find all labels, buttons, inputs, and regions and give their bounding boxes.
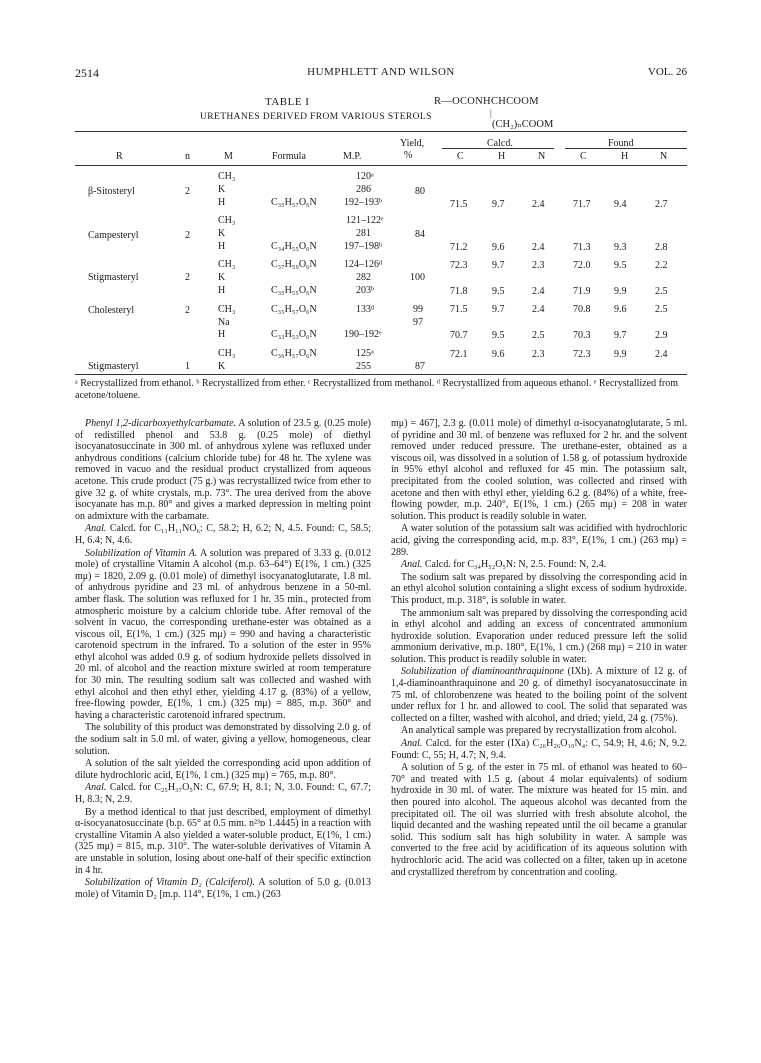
running-head-authors: HUMPHLETT AND WILSON bbox=[307, 66, 455, 78]
paragraph-text: A solution of 23.5 g. (0.25 mole) of redistilled phenol and 53.8 g. (0.25 mole) of diethyl isocyanatosuccinate in 300 ml. of anhydrous xylene was refluxed under anhydrous conditions (calcium chloride tube) for 48 hr. The xylene was removed in vacuo and the residual product crystallized from aqueous acetone. This crude product (75 g.) was recrystallized twice from ether to give 32 g. of white crystals, m.p. 73°. The urea derived from the above isocyanate has m.p. 80° and gives a marked depression in melting point on admixture with the carbamate. bbox=[75, 418, 371, 522]
header-found-n: N bbox=[660, 151, 668, 162]
cell-calcd-h: 9.7 bbox=[492, 260, 505, 271]
cell-yield: 99 bbox=[413, 304, 423, 315]
right-column bbox=[391, 418, 687, 879]
paragraph-lead: Anal. bbox=[85, 523, 107, 535]
paragraph-lead: Anal. bbox=[401, 559, 423, 571]
cell-found-n: 2.2 bbox=[655, 260, 668, 271]
paragraph bbox=[75, 758, 371, 781]
cell-m: CH₃ bbox=[218, 304, 236, 315]
table-header-rule bbox=[75, 165, 687, 166]
cell-calcd-h: 9.7 bbox=[492, 199, 505, 210]
paragraph bbox=[391, 523, 687, 558]
cell-found-n: 2.7 bbox=[655, 199, 668, 210]
paragraph-text: Calcd. for the ester (IXa) C₂₆H₂₆O₁₀N₄: C, 54.9; H, 4.6; N, 9.2. Found: C, 55; H, 4.7; N, 9.4. bbox=[391, 738, 687, 761]
cell-yield: 97 bbox=[413, 317, 423, 328]
cell-calcd-h: 9.6 bbox=[492, 349, 505, 360]
paragraph-text: A solution of 5.0 g. (0.013 mole) of Vitamin D₂ [m.p. 114°, E(1%, 1 cm.) (263 bbox=[75, 877, 371, 900]
paragraph-lead: Solubilization of diaminoanthraquinone bbox=[401, 666, 564, 678]
cell-mp: 255 bbox=[356, 361, 371, 372]
cell-mp: 286 bbox=[356, 184, 371, 195]
paragraph bbox=[75, 523, 371, 546]
paragraph-text: An analytical sample was prepared by recrystallization from alcohol. bbox=[401, 725, 677, 737]
cell-m: H bbox=[218, 329, 226, 340]
header-found-h: H bbox=[621, 151, 629, 162]
cell-m: K bbox=[218, 228, 226, 239]
paragraph bbox=[391, 572, 687, 607]
cell-found-c: 71.7 bbox=[573, 199, 591, 210]
cell-mp: 120ᵃ bbox=[356, 171, 374, 182]
cell-calcd-h: 9.5 bbox=[492, 286, 505, 297]
paragraph-text: By a method identical to that just described, employment of dimethyl α-isocyanatosuccinate (b.p. 65° at 0.5 mm. n²³ᴅ 1.4445) in a reaction with crystalline Vitamin A also yielded a water-soluble product, E(1%, 1 cm.) (325 mμ) = 815, m.p. 310°. The water-soluble derivatives of Vitamin A are unstable in solution, losing about one-half of their specific extinction in 4 hr. bbox=[75, 806, 371, 876]
cell-found-c: 72.0 bbox=[573, 260, 591, 271]
cell-r: Cholesteryl bbox=[88, 305, 135, 316]
cell-found-h: 9.6 bbox=[614, 304, 627, 315]
header-formula: Formula bbox=[272, 151, 306, 162]
cell-calcd-c: 70.7 bbox=[450, 330, 468, 341]
table-formula-line2: (CH₂)ₙCOOM bbox=[492, 119, 554, 130]
cell-m: K bbox=[218, 361, 226, 372]
calcd-span-rule bbox=[442, 148, 554, 149]
paragraph-text: Calcd. for C₂₅H₃₇O₅N: C, 67.9; H, 8.1; N, 3.0. Found: C, 67.7; H, 8.3; N, 2.9. bbox=[75, 782, 371, 805]
cell-m: H bbox=[218, 285, 226, 296]
paragraph bbox=[75, 722, 371, 757]
cell-formula: C₃₆H₅₇O₆N bbox=[271, 348, 317, 359]
cell-m: K bbox=[218, 272, 226, 283]
cell-found-n: 2.9 bbox=[655, 330, 668, 341]
paragraph bbox=[75, 877, 371, 900]
paragraph-lead: Anal. bbox=[401, 738, 423, 750]
cell-found-c: 70.3 bbox=[573, 330, 591, 341]
paragraph-text: A solution was prepared of 3.33 g. (0.012 mole) of crystalline Vitamin A alcohol (m.p. 63–64°) E(1%, 1 cm.) (325 mμ) = 1820, 2.09 g. (0.01 mole) of dimethyl isocyanatoglutarate, 1.8 ml. of anhydrous pyridine and 23 ml. of anhydrous benzene in a 50-ml. amber flask. The solution was refluxed for 1 hr. 35 min., protected from atmospheric moisture by a calcium chloride tube. After removal of the solvent in vacuo, the corresponding urethane-ester was obtained as a viscous oil, E(1%, 1 cm.) (325 mμ) = 990 and having a characteristic carotenoid spectrum in the infrared. To a solution of the ester in 95% ethyl alcohol was added 0.9 g. of sodium hydroxide pellets dissolved in 20 ml. of alcohol and the reaction mixture swirled at room temperature for 30 min. The resulting sodium salt was collected and washed with ethyl alcohol and then ethyl ether, yielding 4.17 g. (83%) of a yellow, free-flowing powder, E(1%, 1 cm.) (325 mμ) = 885, m.p. 360° and having a characteristic carotenoid infrared spectrum. bbox=[75, 547, 371, 721]
header-r: R bbox=[116, 151, 123, 162]
header-found-c: C bbox=[580, 151, 587, 162]
paragraph-lead: Phenyl 1,2-dicarboxyethylcarbamate. bbox=[85, 418, 237, 429]
cell-n: 2 bbox=[185, 186, 190, 197]
cell-calcd-h: 9.7 bbox=[492, 304, 505, 315]
cell-calcd-n: 2.5 bbox=[532, 330, 545, 341]
cell-found-n: 2.8 bbox=[655, 242, 668, 253]
cell-calcd-n: 2.4 bbox=[532, 199, 545, 210]
paragraph bbox=[75, 418, 371, 522]
cell-calcd-n: 2.4 bbox=[532, 304, 545, 315]
cell-calcd-c: 71.5 bbox=[450, 199, 468, 210]
cell-calcd-c: 72.1 bbox=[450, 349, 468, 360]
cell-calcd-c: 71.8 bbox=[450, 286, 468, 297]
header-yield-unit: % bbox=[404, 150, 413, 161]
cell-mp: 192–193ᵇ bbox=[344, 197, 383, 208]
header-calcd-h: H bbox=[498, 151, 506, 162]
cell-formula: C₃₃H₅₃O₆N bbox=[271, 329, 317, 340]
cell-r: Stigmasteryl bbox=[88, 272, 139, 283]
cell-calcd-n: 2.3 bbox=[532, 349, 545, 360]
cell-formula: C₃₅H₅₇O₆N bbox=[271, 304, 317, 315]
page-number: 2514 bbox=[75, 66, 99, 80]
paragraph-text: Calcd. for C₁₁H₁₁NO₆: C, 58.2; H, 6.2; N, 4.5. Found: C, 58.5; H, 6.4; N, 4.6. bbox=[75, 523, 371, 546]
cell-m: CH₃ bbox=[218, 259, 236, 270]
table-subtitle: URETHANES DERIVED FROM VARIOUS STEROLS bbox=[200, 112, 432, 122]
cell-mp: 133ᵈ bbox=[356, 304, 375, 315]
header-m: M bbox=[224, 151, 233, 162]
cell-yield: 80 bbox=[415, 186, 425, 197]
volume-label: VOL. 26 bbox=[647, 66, 687, 78]
paragraph bbox=[75, 548, 371, 722]
cell-found-c: 70.8 bbox=[573, 304, 591, 315]
cell-found-h: 9.3 bbox=[614, 242, 627, 253]
cell-calcd-h: 9.6 bbox=[492, 242, 505, 253]
cell-found-c: 71.3 bbox=[573, 242, 591, 253]
cell-m: H bbox=[218, 241, 226, 252]
found-span-rule bbox=[565, 148, 687, 149]
header-n: n bbox=[185, 151, 190, 162]
cell-n: 1 bbox=[185, 361, 190, 372]
left-column bbox=[75, 418, 371, 901]
cell-found-c: 71.9 bbox=[573, 286, 591, 297]
cell-found-h: 9.7 bbox=[614, 330, 627, 341]
paragraph-text: mμ) = 467], 2.3 g. (0.011 mole) of dimethyl α-isocyanatoglutarate, 5 ml. of pyridine and 30 ml. of benzene was refluxed for 2 hr. and the solvent removed under reduced pressure. The urethane-ester, obtained as a viscous oil, was dissolved in a solution of 1.58 g. of potassium hydroxide in 95% ethyl alcohol and refluxed for 45 min. The potassium salt, precipitated from the cooled solution, was collected and rinsed with acetone and then with ethyl ether, yielding 6.2 g. (84%) of a white, free-flowing powder, m.p. 240°, E(1%, 1 cm.) (265 mμ) = 208 in water solution. This product is readily soluble in water. bbox=[391, 418, 687, 522]
cell-calcd-h: 9.5 bbox=[492, 330, 505, 341]
header-mp: M.P. bbox=[343, 151, 362, 162]
table-formula-line1: R—OCONHCHCOOM bbox=[434, 96, 539, 107]
cell-calcd-c: 72.3 bbox=[450, 260, 468, 271]
cell-r: Campesteryl bbox=[88, 230, 139, 241]
cell-found-h: 9.9 bbox=[614, 286, 627, 297]
paragraph-lead: Anal. bbox=[85, 782, 107, 794]
paragraph-text: The sodium salt was prepared by dissolving the corresponding acid in an ethyl alcohol solution containing a slight excess of sodium hydroxide. This product, m.p. 318°, is soluble in water. bbox=[391, 571, 687, 606]
paragraph bbox=[391, 666, 687, 724]
cell-formula: C₃₇H₅₉O₆N bbox=[271, 259, 317, 270]
cell-m: Na bbox=[218, 317, 230, 328]
cell-mp: 281 bbox=[356, 228, 371, 239]
header-calcd-n: N bbox=[538, 151, 546, 162]
table-formula-bar: | bbox=[490, 108, 492, 118]
cell-mp: 121–122ᵉ bbox=[346, 215, 384, 226]
cell-calcd-n: 2.4 bbox=[532, 242, 545, 253]
paragraph-text: A solution of the salt yielded the corresponding acid upon addition of dilute hydrochloric acid, E(1%, 1 cm.) (325 mμ) = 765, m.p. 80°. bbox=[75, 758, 371, 781]
cell-formula: C₃₄H₅₅O₆N bbox=[271, 241, 317, 252]
paragraph bbox=[391, 418, 687, 522]
cell-m: CH₃ bbox=[218, 215, 236, 226]
cell-found-h: 9.9 bbox=[614, 349, 627, 360]
cell-formula: C₃₅H₅₅O₆N bbox=[271, 285, 317, 296]
cell-r: β-Sitosteryl bbox=[88, 186, 135, 197]
cell-found-h: 9.5 bbox=[614, 260, 627, 271]
cell-m: K bbox=[218, 184, 226, 195]
paragraph-text: The ammonium salt was prepared by dissolving the corresponding acid in ethyl alcohol and adding an excess of concentrated ammonium hydroxide solution. Evaporation under reduced pressure left the solid ammonium derivative, m.p. 180°, E(1%, 1 cm.) (268 mμ) = 210 in water solution. This product is readily soluble in water. bbox=[391, 607, 687, 665]
table-top-rule bbox=[75, 131, 687, 132]
cell-n: 2 bbox=[185, 230, 190, 241]
cell-found-n: 2.5 bbox=[655, 304, 668, 315]
paragraph-lead: Solubilization of Vitamin A. bbox=[85, 547, 198, 559]
paragraph-lead: Solubilization of Vitamin D₂ (Calciferol). bbox=[85, 877, 255, 889]
cell-mp: 203ᵇ bbox=[356, 285, 375, 296]
cell-m: H bbox=[218, 197, 226, 208]
table-title: TABLE I bbox=[265, 96, 310, 108]
paragraph bbox=[75, 807, 371, 877]
cell-found-n: 2.5 bbox=[655, 286, 668, 297]
table-footnote: ᵃ Recrystallized from ethanol. ᵇ Recrystallized from ether. ᶜ Recrystallized from methanol. ᵈ Recrystallized from aqueous ethanol. ᵉ Recrystallized from acetone/toluene. bbox=[75, 378, 679, 401]
cell-mp: 197–198ᵇ bbox=[344, 241, 383, 252]
header-calcd-c: C bbox=[457, 151, 464, 162]
cell-calcd-c: 71.2 bbox=[450, 242, 468, 253]
cell-calcd-n: 2.3 bbox=[532, 260, 545, 271]
cell-mp: 190–192ᵉ bbox=[344, 329, 382, 340]
cell-formula: C₃₅H₅₇O₆N bbox=[271, 197, 317, 208]
paragraph bbox=[391, 559, 687, 571]
running-header bbox=[75, 66, 687, 80]
paragraph bbox=[391, 725, 687, 737]
cell-mp: 124–126ᵈ bbox=[344, 259, 383, 270]
cell-yield: 100 bbox=[410, 272, 425, 283]
cell-found-c: 72.3 bbox=[573, 349, 591, 360]
cell-mp: 282 bbox=[356, 272, 371, 283]
paragraph-text: A water solution of the potassium salt was acidified with hydrochloric acid, giving the corresponding acid, m.p. 83°, E(1%, 1 cm.) (263 mμ) = 289. bbox=[391, 523, 687, 558]
header-yield: Yield, bbox=[400, 138, 425, 149]
cell-calcd-c: 71.5 bbox=[450, 304, 468, 315]
paragraph-text: Calcd. for C₃₄H₅₂O₅N: N, 2.5. Found: N, 2.4. bbox=[422, 559, 607, 571]
header-calcd: Calcd. bbox=[487, 138, 513, 149]
paragraph bbox=[391, 738, 687, 761]
table-bottom-rule bbox=[75, 374, 687, 375]
paragraph bbox=[391, 608, 687, 666]
cell-m: CH₃ bbox=[218, 171, 236, 182]
paragraph-text: (IXb). A mixture of 12 g. of 1,4-diaminoanthraquinone and 20 g. of dimethyl isocyanatosuccinate in 75 ml. of chlorobenzene was heated to the boiling point of the solvent under reflux for 1 hr. and allowed to cool. The solid that separated was collected on a filter, washed with alcohol, and dried; yield, 24 g. (75%). bbox=[391, 666, 687, 724]
cell-r: Stigmasteryl bbox=[88, 361, 139, 372]
cell-found-n: 2.4 bbox=[655, 349, 668, 360]
paragraph-text: The solubility of this product was demonstrated by dissolving 2.0 g. of the sodium salt in 5.0 ml. of water, giving a yellow, homogeneous, clear solution. bbox=[75, 722, 371, 757]
cell-found-h: 9.4 bbox=[614, 199, 627, 210]
cell-m: CH₃ bbox=[218, 348, 236, 359]
paragraph bbox=[391, 762, 687, 878]
cell-yield: 87 bbox=[415, 361, 425, 372]
cell-mp: 125ᵃ bbox=[356, 348, 374, 359]
paragraph-text: A solution of 5 g. of the ester in 75 ml. of ethanol was heated to 60–70° and treated with 1.5 g. (about 4 molar equivalents) of sodium hydroxide in 30 ml. of water. The mixture was heated for 15 min. and then poured into alcohol. The aqueous alcohol was decanted from the precipitated oil. The oil was slurried with fresh absolute alcohol, the liquid decanted and the washing repeated until the oil became a granular solid. This sodium salt has high solubility in water. A sample was converted to the free acid by acidification of its aqueous solution with hydrochloric acid. The acid was collected on a filter, taken up in acetone and crystallized therefrom by concentration and cooling. bbox=[391, 762, 687, 878]
cell-n: 2 bbox=[185, 272, 190, 283]
paragraph bbox=[75, 782, 371, 805]
cell-yield: 84 bbox=[415, 229, 425, 240]
header-found: Found bbox=[608, 138, 634, 149]
cell-n: 2 bbox=[185, 305, 190, 316]
cell-calcd-n: 2.4 bbox=[532, 286, 545, 297]
